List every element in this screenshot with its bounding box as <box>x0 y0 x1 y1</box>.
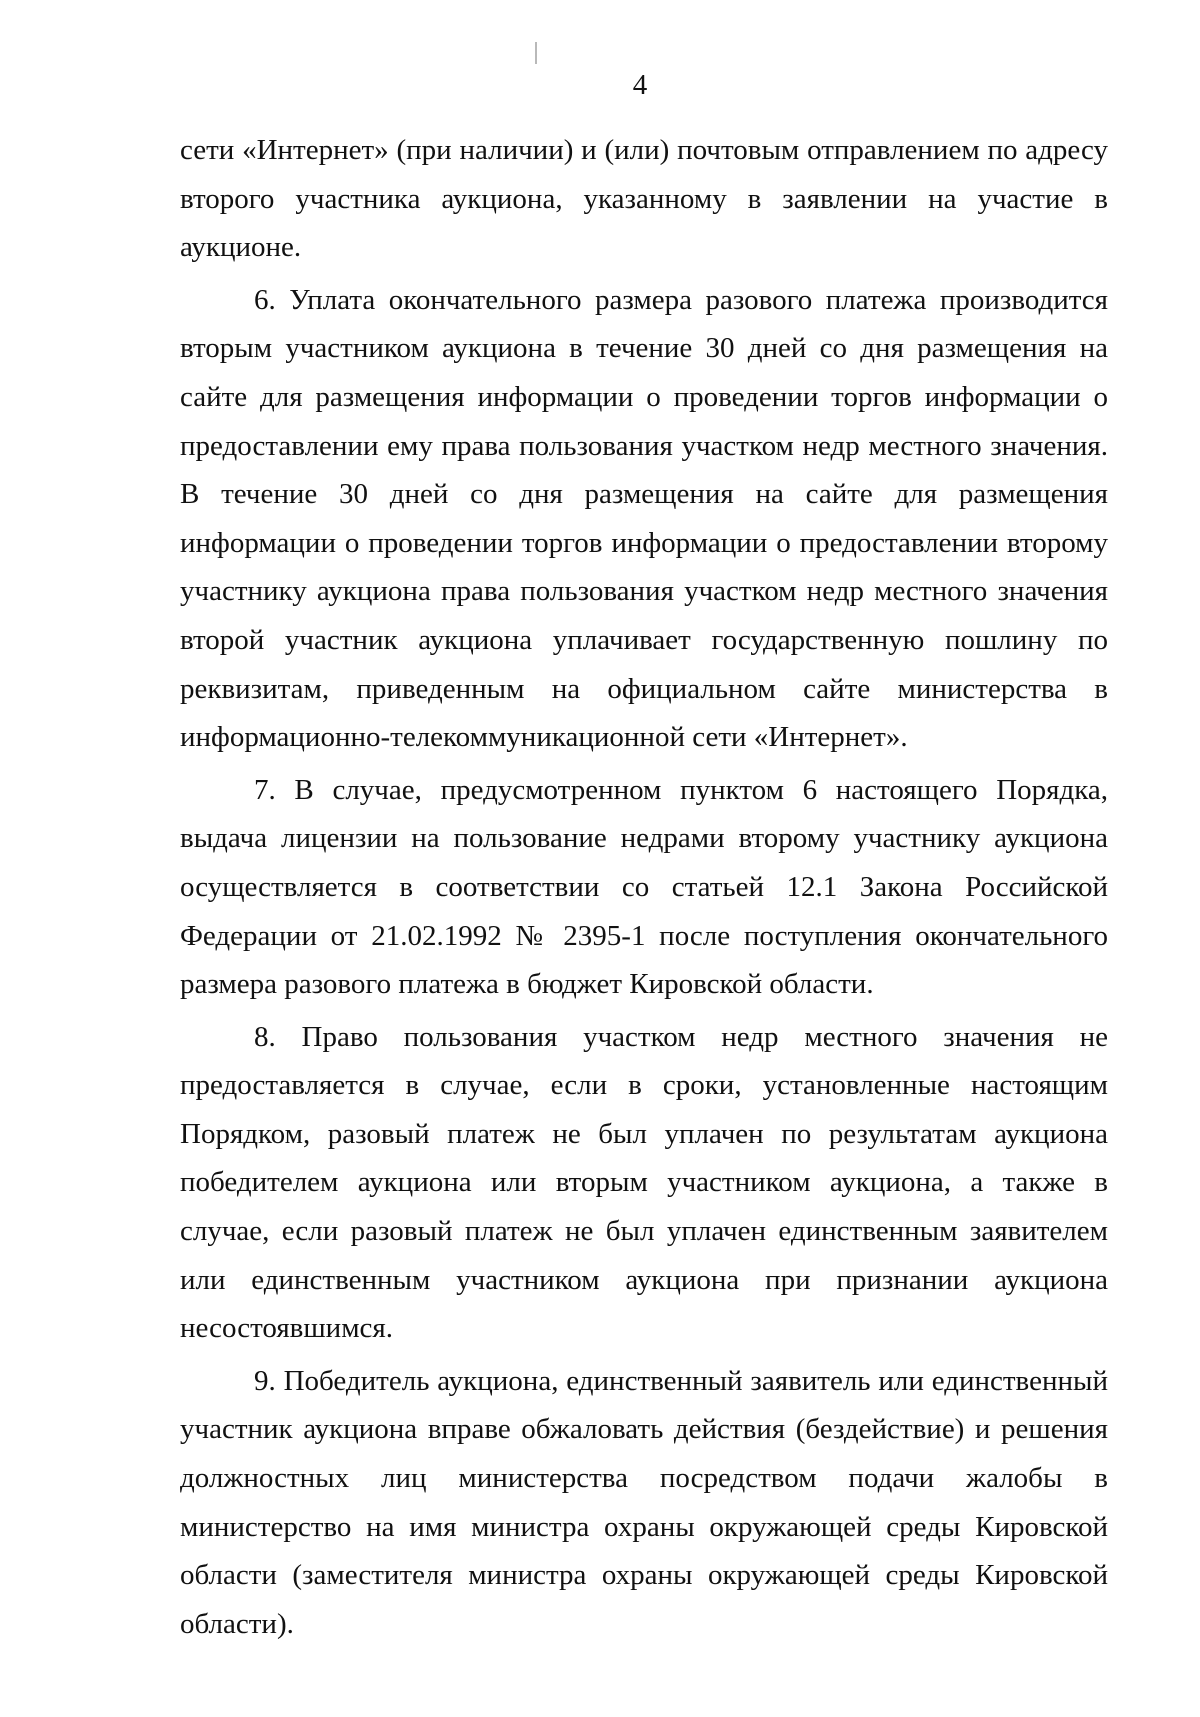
document-body <box>180 126 1108 1652</box>
paragraph-continuation: сети «Интернет» (при наличии) и (или) почтовым отправлением по адресу второго участника аукциона, указанному в заявлении на участие в аукционе. <box>180 134 1108 264</box>
page-number: 4 <box>632 69 648 101</box>
paragraph-9: 9. Победитель аукциона, единственный заявитель или единственный участник аукциона вправе обжаловать действия (бездействие) и решения должностных лиц министерства посредством подачи жалобы в министерство на имя министра охраны окружающей среды Кировской области (заместителя министра охраны окружающей среды Кировской области). <box>180 1364 1108 1640</box>
scan-artifact-top <box>535 42 537 64</box>
paragraph-6: 6. Уплата окончательного размера разового платежа производится вторым участником аукциона в течение 30 дней со дня размещения на сайте для размещения информации о проведении торгов информации о предоставлении ему права пользования участком недр местного значения. В течение 30 дней со дня размещения на сайте для размещения информации о проведении торгов информации о предоставлении второму участнику аукциона права пользования участком недр местного значения второй участник аукциона уплачивает государственную пошлину по реквизитам, приведенным на официальном сайте министерства в информационно-телекоммуникационной сети «Интернет». <box>180 283 1108 754</box>
paragraph-8: 8. Право пользования участком недр местного значения не предоставляется в случае, если в сроки, установленные настоящим Порядком, разовый платеж не был уплачен по результатам аукциона победителем аукциона или вторым участником аукциона, а также в случае, если разовый платеж не был уплачен единственным заявителем или единственным участником аукциона при признании аукциона несостоявшимся. <box>180 1020 1108 1345</box>
paragraph-7: 7. В случае, предусмотренном пунктом 6 настоящего Порядка, выдача лицензии на пользование недрами второму участнику аукциона осуществляется в соответствии со статьей 12.1 Закона Российской Федерации от 21.02.1992 № 2395-1 после поступления окончательного размера разового платежа в бюджет Кировской области. <box>180 773 1108 1001</box>
